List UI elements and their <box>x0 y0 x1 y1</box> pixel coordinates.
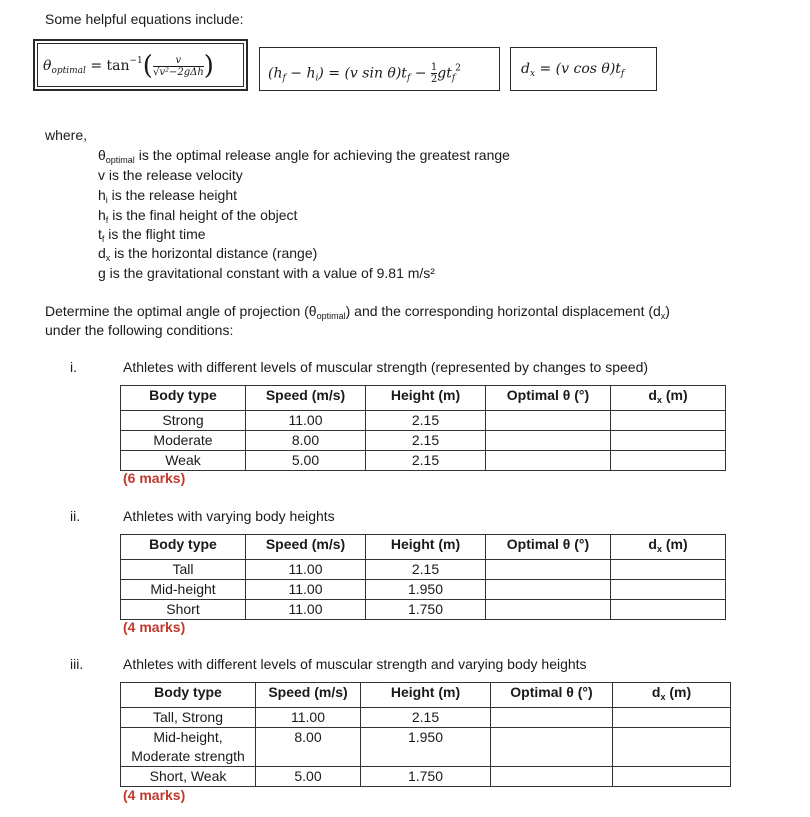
cell-body-type-text: Short, Weak <box>149 768 227 784</box>
eq2-b: − h <box>285 65 316 82</box>
cell-height: 2.15 <box>361 708 491 728</box>
eq3-a: d <box>521 61 530 77</box>
header-dx-d: d <box>648 536 657 552</box>
eq3-sub-f: f <box>620 69 625 79</box>
table-header-row <box>121 535 726 560</box>
cell-speed: 5.00 <box>256 767 361 787</box>
header-dx-sub: x <box>656 395 662 405</box>
table-row <box>121 451 726 471</box>
cell-dx <box>611 431 726 451</box>
header-dx-unit: (m) <box>661 536 688 552</box>
header-height: Height (m) <box>361 683 491 708</box>
cell-body-type-text: Mid-height <box>150 581 216 597</box>
definition-symbol: t <box>98 226 102 242</box>
definition-text: is the optimal release angle for achieving the greatest range <box>134 147 510 163</box>
where-label: where, <box>45 127 88 143</box>
cell-optimal-angle <box>486 431 611 451</box>
definition-subscript: f <box>105 215 109 225</box>
section-marks: (6 marks) <box>123 470 186 486</box>
header-speed: Speed (m/s) <box>246 535 366 560</box>
cell-body-type <box>121 580 246 600</box>
cell-body-type-text: Tall, Strong <box>152 709 224 725</box>
header-dx-sub: x <box>660 692 666 702</box>
eq2-d: − <box>410 65 431 82</box>
cell-speed: 11.00 <box>246 580 366 600</box>
definition-subscript: f <box>101 234 105 244</box>
intro-text: Some helpful equations include: <box>45 11 244 27</box>
cell-height: 1.750 <box>361 767 491 787</box>
cell-height: 1.950 <box>361 728 491 767</box>
header-dx-d: d <box>648 387 657 403</box>
cell-speed: 8.00 <box>256 728 361 767</box>
task-sub2: x <box>660 311 666 321</box>
data-table <box>120 682 731 787</box>
cell-body-type <box>121 600 246 620</box>
eq1-sup: −1 <box>129 56 143 66</box>
table-row <box>121 411 726 431</box>
header-height: Height (m) <box>366 535 486 560</box>
cell-body-type-text: Moderate <box>153 432 213 448</box>
task-a: Determine the optimal angle of projection (θ <box>45 303 317 319</box>
eq2-a: (h <box>268 65 283 82</box>
eq2-half-den: 2 <box>430 74 438 85</box>
definition-text: is the flight time <box>104 226 206 242</box>
data-table <box>120 534 726 620</box>
cell-speed: 11.00 <box>246 411 366 431</box>
cell-body-type-text-2: Moderate strength <box>131 748 245 764</box>
cell-body-type <box>121 708 256 728</box>
header-dx-unit: (m) <box>665 684 692 700</box>
table-row <box>121 767 731 787</box>
definition-text: is the final height of the object <box>108 207 298 223</box>
table-row <box>121 728 731 767</box>
definition-symbol: v <box>98 167 105 183</box>
cell-speed: 11.00 <box>246 560 366 580</box>
table-row <box>121 600 726 620</box>
eq2-c: ) = (v sin θ)t <box>318 65 407 82</box>
header-dx-unit: (m) <box>661 387 688 403</box>
header-body-type: Body type <box>121 683 256 708</box>
cell-body-type-text: Tall <box>172 561 194 577</box>
task-c: ) <box>665 303 670 319</box>
cell-height: 1.950 <box>366 580 486 600</box>
cell-optimal-angle <box>491 767 613 787</box>
eq1-num: v <box>175 54 182 66</box>
header-optimal-angle: Optimal θ (°) <box>491 683 613 708</box>
definition-symbol: h <box>98 207 106 223</box>
task-b: ) and the corresponding horizontal displacement (d <box>345 303 661 319</box>
definition-subscript: optimal <box>105 155 135 165</box>
definition-item <box>98 264 435 282</box>
header-dx <box>611 535 726 560</box>
header-speed: Speed (m/s) <box>246 386 366 411</box>
section-title: Athletes with different levels of muscular strength and varying body heights <box>123 656 587 672</box>
eq2-sub-i: i <box>315 73 319 84</box>
definition-text: is the release velocity <box>105 167 243 183</box>
definition-symbol: h <box>98 187 106 203</box>
eq1-theta: θ <box>43 58 52 74</box>
eq1-fraction <box>153 55 204 78</box>
cell-optimal-angle <box>491 708 613 728</box>
definition-symbol: d <box>98 245 106 261</box>
header-body-type: Body type <box>121 386 246 411</box>
cell-speed: 8.00 <box>246 431 366 451</box>
section-title: Athletes with varying body heights <box>123 508 335 524</box>
header-optimal-angle: Optimal θ (°) <box>486 386 611 411</box>
eq2-sub-f2: f <box>406 73 411 84</box>
cell-dx <box>611 451 726 471</box>
section-numeral: ii. <box>70 508 81 524</box>
eq1-tan: = tan <box>85 58 130 74</box>
table-row <box>121 580 726 600</box>
task-line-2: under the following conditions: <box>45 322 234 338</box>
table-row <box>121 560 726 580</box>
cell-body-type <box>121 560 246 580</box>
equation-height <box>268 62 461 85</box>
cell-body-type-text: Weak <box>165 452 201 468</box>
cell-optimal-angle <box>486 600 611 620</box>
eq2-e: gt <box>437 65 452 82</box>
section-title: Athletes with different levels of muscular strength (represented by changes to speed) <box>123 359 649 375</box>
cell-height: 2.15 <box>366 451 486 471</box>
header-dx-d: d <box>651 684 661 700</box>
cell-height: 2.15 <box>366 431 486 451</box>
cell-body-type-text: Short <box>166 601 200 617</box>
cell-body-type-text: Mid-height, <box>153 729 223 745</box>
header-optimal-angle: Optimal θ (°) <box>486 535 611 560</box>
cell-optimal-angle <box>486 580 611 600</box>
eq1-open-paren: ( <box>142 51 153 81</box>
task-sub: optimal <box>316 311 346 321</box>
section-marks: (4 marks) <box>123 619 186 635</box>
header-body-type: Body type <box>121 535 246 560</box>
table-row <box>121 431 726 451</box>
definition-item <box>98 166 243 184</box>
cell-body-type <box>121 411 246 431</box>
cell-dx <box>613 728 731 767</box>
cell-dx <box>613 708 731 728</box>
cell-speed: 11.00 <box>246 600 366 620</box>
eq1-den: √v²−2gΔh <box>152 66 204 78</box>
eq2-sub-f: f <box>282 73 286 84</box>
cell-speed: 5.00 <box>246 451 366 471</box>
equation-optimal-angle <box>43 53 214 79</box>
eq2-half-num: 1 <box>430 62 438 73</box>
cell-dx <box>611 411 726 431</box>
definition-subscript: x <box>105 253 111 263</box>
definition-text: is the gravitational constant with a value of 9.81 m/s² <box>105 265 435 281</box>
cell-height: 2.15 <box>366 411 486 431</box>
eq3-sub-x: x <box>529 69 536 79</box>
header-dx <box>611 386 726 411</box>
cell-optimal-angle <box>486 411 611 431</box>
eq1-close-paren: ) <box>203 51 214 81</box>
cell-dx <box>611 580 726 600</box>
cell-height: 2.15 <box>366 560 486 580</box>
cell-body-type <box>121 728 256 767</box>
cell-body-type <box>121 451 246 471</box>
definition-text: is the release height <box>107 187 237 203</box>
definition-symbol: g <box>98 265 106 281</box>
header-speed: Speed (m/s) <box>256 683 361 708</box>
eq2-sup: 2 <box>455 63 461 74</box>
cell-body-type-text: Strong <box>162 412 204 428</box>
cell-speed: 11.00 <box>256 708 361 728</box>
cell-body-type <box>121 767 256 787</box>
data-table <box>120 385 726 471</box>
eq1-den-text: v²−2gΔh <box>159 66 204 78</box>
table-header-row <box>121 683 731 708</box>
section-marks: (4 marks) <box>123 787 186 803</box>
definition-subscript: i <box>105 195 108 205</box>
section-numeral: i. <box>70 359 77 375</box>
definition-text: is the horizontal distance (range) <box>110 245 318 261</box>
cell-optimal-angle <box>486 560 611 580</box>
table-row <box>121 708 731 728</box>
eq2-sub-f3: f <box>451 73 456 84</box>
header-height: Height (m) <box>366 386 486 411</box>
header-dx-sub: x <box>656 544 662 554</box>
cell-dx <box>611 560 726 580</box>
definition-symbol: θ <box>98 147 106 163</box>
cell-height: 1.750 <box>366 600 486 620</box>
cell-optimal-angle <box>486 451 611 471</box>
eq1-sub: optimal <box>51 66 86 76</box>
section-numeral: iii. <box>70 656 84 672</box>
eq3-b: = (v cos θ)t <box>535 61 621 77</box>
cell-dx <box>611 600 726 620</box>
equation-range <box>521 62 624 79</box>
header-dx <box>613 683 731 708</box>
cell-body-type <box>121 431 246 451</box>
cell-dx <box>613 767 731 787</box>
table-header-row <box>121 386 726 411</box>
cell-optimal-angle <box>491 728 613 767</box>
